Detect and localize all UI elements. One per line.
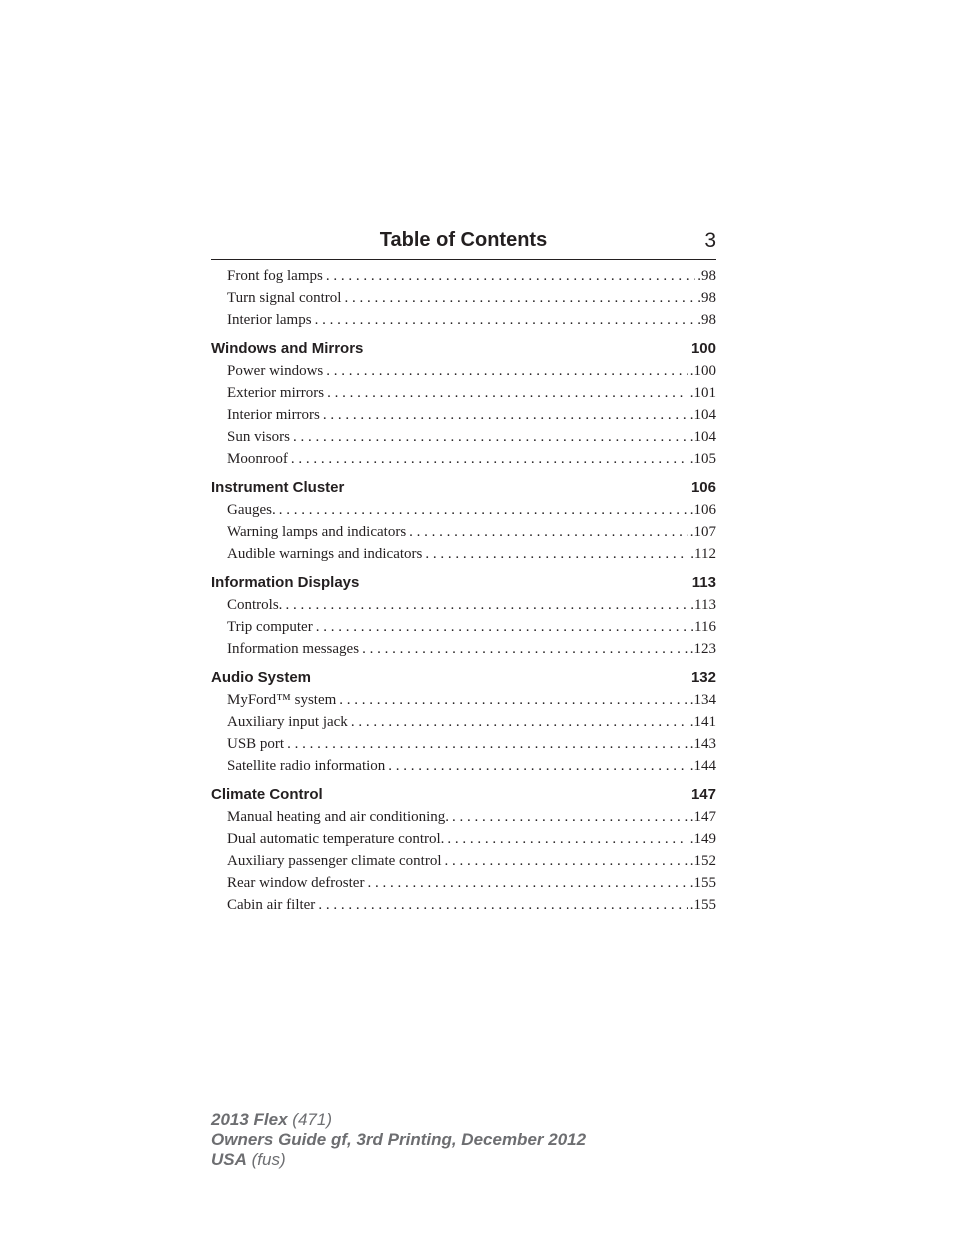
toc-entry-page: .113 [690, 597, 716, 613]
toc-entry-page: .123 [689, 641, 716, 657]
dot-leader [351, 711, 688, 733]
toc-entry[interactable] [211, 265, 716, 287]
dot-leader [388, 755, 687, 777]
toc-entry-label: Controls. [227, 597, 283, 613]
toc-entry[interactable] [211, 360, 716, 382]
footer-guide: Owners Guide gf, 3rd Printing, December 2012 [211, 1130, 587, 1149]
dot-leader [315, 309, 696, 331]
toc-entry-label: Moonroof [227, 451, 288, 467]
dot-leader [425, 543, 688, 565]
toc-entry-label: Manual heating and air conditioning. [227, 809, 450, 825]
footer-market-line [211, 1150, 586, 1170]
toc-entry-label: Turn signal control [227, 290, 342, 306]
toc-entry-label: Sun visors [227, 429, 290, 445]
toc-section-title: Audio System [211, 669, 312, 686]
toc-entry-label: Interior mirrors [227, 407, 320, 423]
toc-entry[interactable] [211, 828, 716, 850]
toc-entry-page: .98 [697, 312, 716, 328]
toc-entry-page: .143 [689, 736, 716, 752]
toc-entry[interactable] [211, 499, 716, 521]
toc-entry[interactable] [211, 309, 716, 331]
footer-model: 2013 Flex [211, 1110, 288, 1129]
toc-entry-page: .134 [689, 692, 716, 708]
page-number: 3 [704, 229, 716, 252]
toc-entry[interactable] [211, 733, 716, 755]
toc-section-heading[interactable] [211, 477, 716, 499]
toc-entry[interactable] [211, 872, 716, 894]
toc-section-page: 106 [690, 479, 716, 496]
dot-leader [318, 894, 687, 916]
dot-leader [409, 521, 688, 543]
dot-leader [452, 806, 688, 828]
toc-entry[interactable] [211, 448, 716, 470]
page-title: Table of Contents [379, 229, 548, 251]
toc-entry-label: Dual automatic temperature control. [227, 831, 445, 847]
toc-entry-label: Cabin air filter [227, 897, 316, 913]
footer-market-code: (fus) [251, 1150, 286, 1169]
dot-leader [367, 872, 687, 894]
dot-leader [316, 616, 689, 638]
dot-leader [326, 265, 695, 287]
toc-entry[interactable] [211, 543, 716, 565]
toc-entry[interactable] [211, 521, 716, 543]
toc-section-heading[interactable] [211, 667, 716, 689]
toc-entry-page: .149 [689, 831, 716, 847]
dot-leader [279, 499, 688, 521]
dot-leader [362, 638, 688, 660]
toc-entry-page: .104 [689, 429, 716, 445]
toc-entry[interactable] [211, 894, 716, 916]
toc-entry[interactable] [211, 638, 716, 660]
toc-section-title: Instrument Cluster [211, 479, 345, 496]
toc-entry[interactable] [211, 711, 716, 733]
toc-entry-label: Gauges. [227, 502, 276, 518]
dot-leader [339, 689, 687, 711]
dot-leader [447, 828, 687, 850]
toc-section-title: Windows and Mirrors [211, 340, 364, 357]
toc-section-page: 132 [690, 669, 716, 686]
toc-entry-page: .141 [689, 714, 716, 730]
toc-entry-label: Warning lamps and indicators [227, 524, 407, 540]
toc-entry-page: .147 [689, 809, 716, 825]
toc-section-heading[interactable] [211, 338, 716, 360]
dot-leader [291, 448, 688, 470]
dot-leader [445, 850, 688, 872]
toc-entry[interactable] [211, 689, 716, 711]
toc-entry-label: Interior lamps [227, 312, 312, 328]
toc-entry[interactable] [211, 404, 716, 426]
toc-entry-label: Exterior mirrors [227, 385, 325, 401]
toc-entry-label: Power windows [227, 363, 324, 379]
toc-entry-page: .112 [690, 546, 716, 562]
toc-entry-label: Audible warnings and indicators [227, 546, 423, 562]
toc-entry-page: .155 [689, 897, 716, 913]
toc-entry-page: .152 [689, 853, 716, 869]
toc-entry[interactable] [211, 594, 716, 616]
dot-leader [326, 360, 688, 382]
footer-model-line [211, 1110, 586, 1130]
toc-entry-label: Front fog lamps [227, 268, 323, 284]
toc-entry-label: Information messages [227, 641, 360, 657]
toc-entry-page: .105 [689, 451, 716, 467]
toc-entry-page: .144 [689, 758, 716, 774]
dot-leader [285, 594, 688, 616]
document-footer [211, 1110, 586, 1170]
toc-entry-page: .100 [689, 363, 716, 379]
toc-entry[interactable] [211, 287, 716, 309]
footer-guide-line [211, 1130, 586, 1150]
toc-entry-label: Auxiliary input jack [227, 714, 348, 730]
toc-section-page: 113 [691, 574, 716, 591]
dot-leader [327, 382, 688, 404]
toc-entry[interactable] [211, 616, 716, 638]
toc-section-heading[interactable] [211, 572, 716, 594]
toc-entry[interactable] [211, 426, 716, 448]
toc-section-page: 100 [690, 340, 716, 357]
toc-entry-page: .104 [689, 407, 716, 423]
toc-section-heading[interactable] [211, 784, 716, 806]
table-of-contents [211, 265, 716, 916]
dot-leader [323, 404, 688, 426]
toc-entry-label: USB port [227, 736, 285, 752]
footer-model-code: (471) [292, 1110, 332, 1129]
toc-entry-label: Satellite radio information [227, 758, 386, 774]
toc-entry[interactable] [211, 806, 716, 828]
toc-entry-page: .98 [697, 290, 716, 306]
toc-entry-label: Auxiliary passenger climate control [227, 853, 442, 869]
toc-entry-page: .107 [689, 524, 716, 540]
toc-entry-page: .101 [689, 385, 716, 401]
dot-leader [287, 733, 688, 755]
page-header [211, 227, 716, 260]
toc-entry-label: Trip computer [227, 619, 313, 635]
toc-entry[interactable] [211, 755, 716, 777]
toc-section-title: Climate Control [211, 786, 323, 803]
dot-leader [293, 426, 688, 448]
toc-entry[interactable] [211, 850, 716, 872]
toc-section-page: 147 [690, 786, 716, 803]
toc-entry[interactable] [211, 382, 716, 404]
toc-entry-page: .116 [690, 619, 716, 635]
toc-entry-label: MyFord™ system [227, 692, 337, 708]
dot-leader [344, 287, 695, 309]
toc-entry-page: .98 [697, 268, 716, 284]
toc-entry-label: Rear window defroster [227, 875, 365, 891]
toc-section-title: Information Displays [211, 574, 360, 591]
toc-entry-page: .106 [689, 502, 716, 518]
footer-market: USA [211, 1150, 247, 1169]
toc-entry-page: .155 [689, 875, 716, 891]
